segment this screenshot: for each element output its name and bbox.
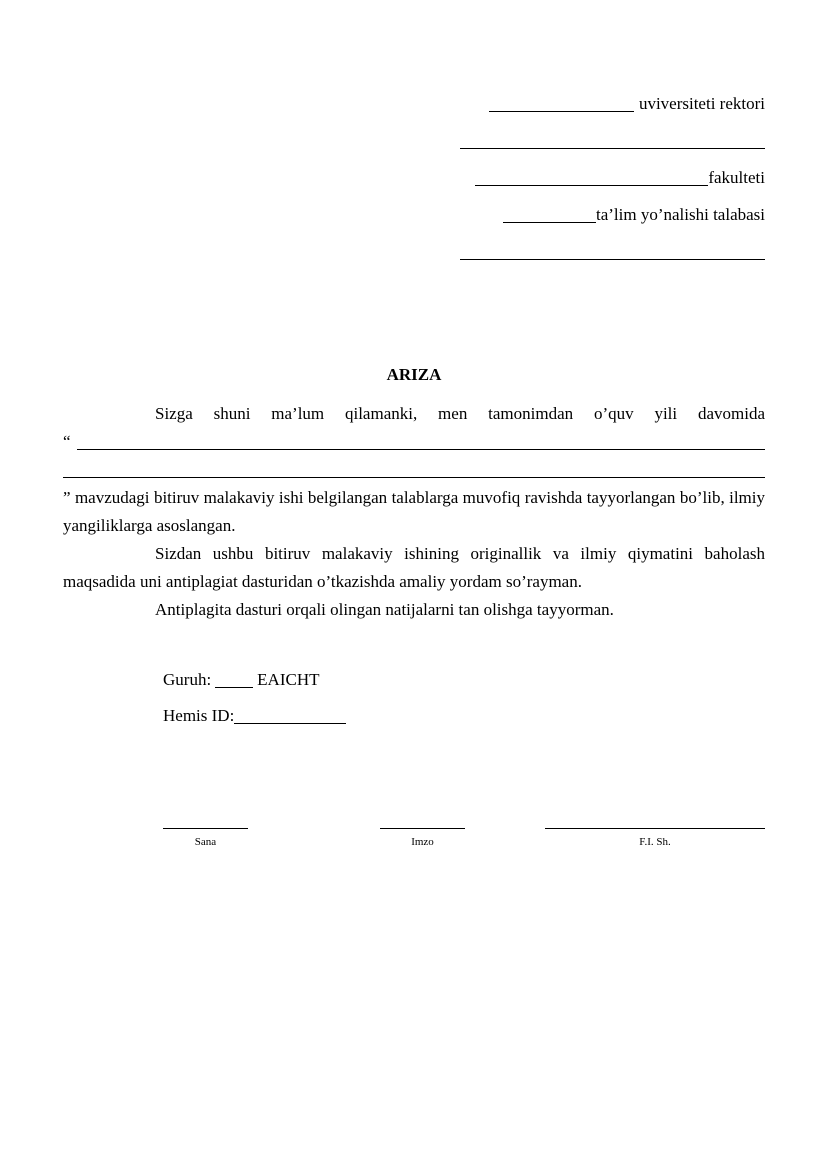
blank-topic-line-1 <box>77 428 765 450</box>
group-field <box>163 666 765 694</box>
recipient-direction-row <box>460 196 765 233</box>
document-body <box>63 400 765 624</box>
recipient-university-row <box>460 85 765 122</box>
recipient-blank-row-2 <box>460 233 765 270</box>
paragraph-3: Antiplagita dasturi orqali olingan natijalarni tan olishga tayyorman. <box>155 600 614 619</box>
blank-signature-line <box>380 828 465 829</box>
topic-blank-row <box>63 428 765 456</box>
blank-direction-name <box>503 222 596 223</box>
hemis-field <box>163 702 765 730</box>
paragraph-1-line-1: Sizga shuni ma’lum qilamanki, men tamonimdan o’quv yili davomida <box>155 404 765 423</box>
recipient-blank-row-1 <box>460 122 765 159</box>
blank-date-line <box>163 828 248 829</box>
blank-hemis-id <box>234 723 346 724</box>
blank-line <box>460 259 765 260</box>
fullname-label: F.I. Sh. <box>639 836 671 848</box>
recipient-block <box>460 85 765 270</box>
open-quote: “ <box>63 432 71 451</box>
group-value: EAICHT <box>257 670 320 689</box>
document-title: ARIZA <box>386 365 442 384</box>
paragraph-2: Sizdan ushbu bitiruv malakaviy ishining originallik va ilmiy qiymatini baholash maqsadida uni antiplagiat dasturidan o’tkazishda amaliy yordam so’rayman. <box>63 544 765 591</box>
group-label: Guruh: <box>163 670 212 689</box>
faculty-label: fakulteti <box>708 168 765 187</box>
topic-blank-row-2 <box>63 456 765 484</box>
signature-area <box>63 828 765 888</box>
blank-fullname-line <box>545 828 765 829</box>
direction-label: ta’lim yo’nalishi talabasi <box>595 205 765 224</box>
recipient-faculty-row <box>460 159 765 196</box>
blank-topic-line-2 <box>63 456 765 478</box>
blank-university-name <box>489 111 634 112</box>
signature-sign-group <box>380 828 465 849</box>
hemis-label: Hemis ID: <box>163 706 235 725</box>
blank-faculty-name <box>475 185 708 186</box>
signature-name-group <box>545 828 765 849</box>
signature-label: Imzo <box>411 836 434 848</box>
signature-date-group <box>163 828 248 849</box>
blank-line <box>460 148 765 149</box>
university-rector-label: uviversiteti rektori <box>638 94 765 113</box>
paragraph-1-continued: ” mavzudagi bitiruv malakaviy ishi belgilangan talablarga muvofiq ravishda tayyorlangan bo’lib, ilmiy yangiliklarga asoslangan. <box>63 488 765 535</box>
date-label: Sana <box>194 836 217 848</box>
blank-group-number <box>215 687 253 688</box>
